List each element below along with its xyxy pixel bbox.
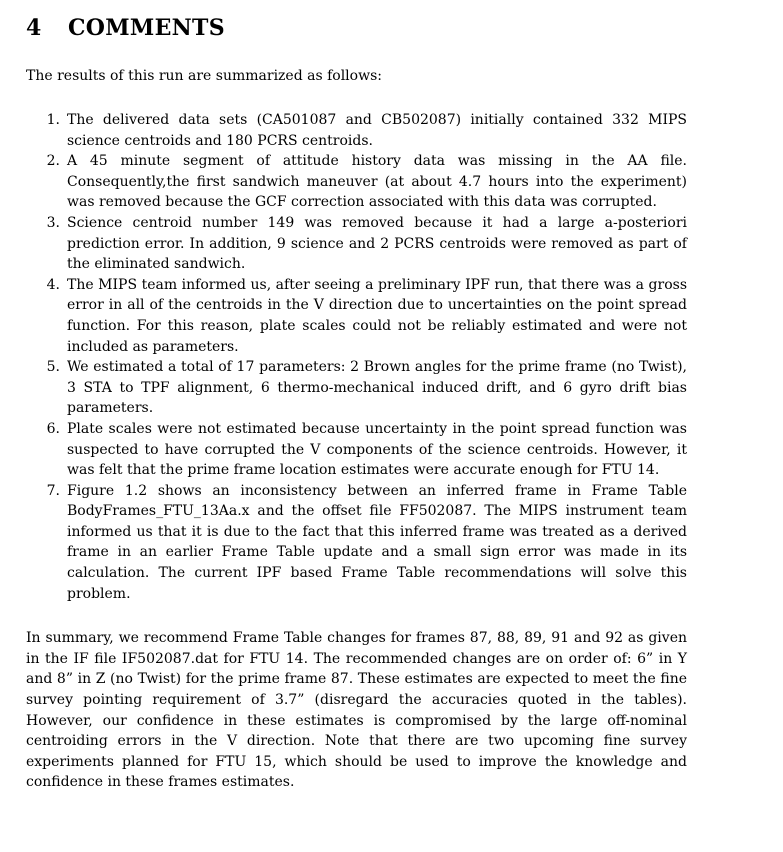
item-text: Plate scales were not estimated because uncertainty in the point spread function was suspected to have corrupted the V components of the science centroids. However, it was felt that the prime frame location estimates were accurate enough for FTU 14. xyxy=(67,420,687,479)
frame-table-name: BodyFrames_FTU_13Aa.x xyxy=(67,503,250,520)
item-marker: 5. xyxy=(46,359,60,376)
section-heading xyxy=(26,14,687,42)
item-marker: 1. xyxy=(46,112,60,128)
list-item xyxy=(26,110,687,151)
item-marker: 7. xyxy=(46,482,60,499)
list-item xyxy=(26,419,687,481)
item-marker: 3. xyxy=(46,214,60,231)
summary-paragraph: In summary, we recommend Frame Table changes for frames 87, 88, 89, 91 and 92 as given in the IF file IF502087.dat for FTU 14. The recommended changes are on order of: 6” in Y and 8” in Z (no Twist) for the prime frame 87. These estimates are expected to meet the fine survey pointing requirement of 3.7” (disregard the accuracies quoted in the tables). However, our confidence in these estimates is compromised by the large off-nominal centroiding errors in the V direction. Note that there are two upcoming fine survey experiments planned for FTU 15, which should be used to improve the knowledge and confidence in these frames estimates. xyxy=(26,630,687,791)
item-marker: 4. xyxy=(46,276,60,293)
item-text-start: Figure 1.2 shows an inconsistency between an inferred frame in Frame Table xyxy=(67,482,687,499)
item-text: The delivered data sets (CA501087 and CB502087) initially contained 332 MIPS science centroids and 180 PCRS centroids. xyxy=(67,112,687,149)
list-item xyxy=(26,357,687,419)
list-item xyxy=(26,275,687,357)
item-text: A 45 minute segment of attitude history data was missing in the AA file. Consequently,the first sandwich maneuver (at about 4.7 hours into the experiment) was removed because the GCF correction associated with this data was corrupted. xyxy=(67,153,687,211)
item-marker: 2. xyxy=(46,153,60,170)
item-marker: 6. xyxy=(46,420,60,437)
list-item xyxy=(26,151,687,213)
section-title: COMMENTS xyxy=(68,15,225,41)
item-text: Science centroid number 149 was removed because it had a large a-posteriori prediction error. In addition, 9 science and 2 PCRS centroids were removed as part of the eliminated sandwich. xyxy=(67,214,687,273)
item-text: We estimated a total of 17 parameters: 2 Brown angles for the prime frame (no Twist), 3 STA to TPF alignment, 6 thermo-mechanical induced drift, and 6 gyro drift bias parameters. xyxy=(67,359,687,417)
intro-paragraph: The results of this run are summarized as follows: xyxy=(26,68,382,84)
document-page xyxy=(26,14,687,793)
item-text: The MIPS team informed us, after seeing a preliminary IPF run, that there was a gross error in all of the centroids in the V direction due to uncertainties on the point spread function. For this reason, plate scales could not be reliably estimated and were not included as parameters. xyxy=(67,276,687,355)
results-list xyxy=(26,110,687,604)
section-number: 4 xyxy=(26,15,42,41)
item-text-end: and the offset file FF502087. The MIPS instrument team informed us that it is due to the fact that this inferred frame was treated as a derived frame in an earlier Frame Table update and a small sign error was made in its calculation. The current IPF based Frame Table recommendations will solve this problem. xyxy=(67,503,687,602)
list-item xyxy=(26,213,687,275)
list-item xyxy=(26,481,687,605)
